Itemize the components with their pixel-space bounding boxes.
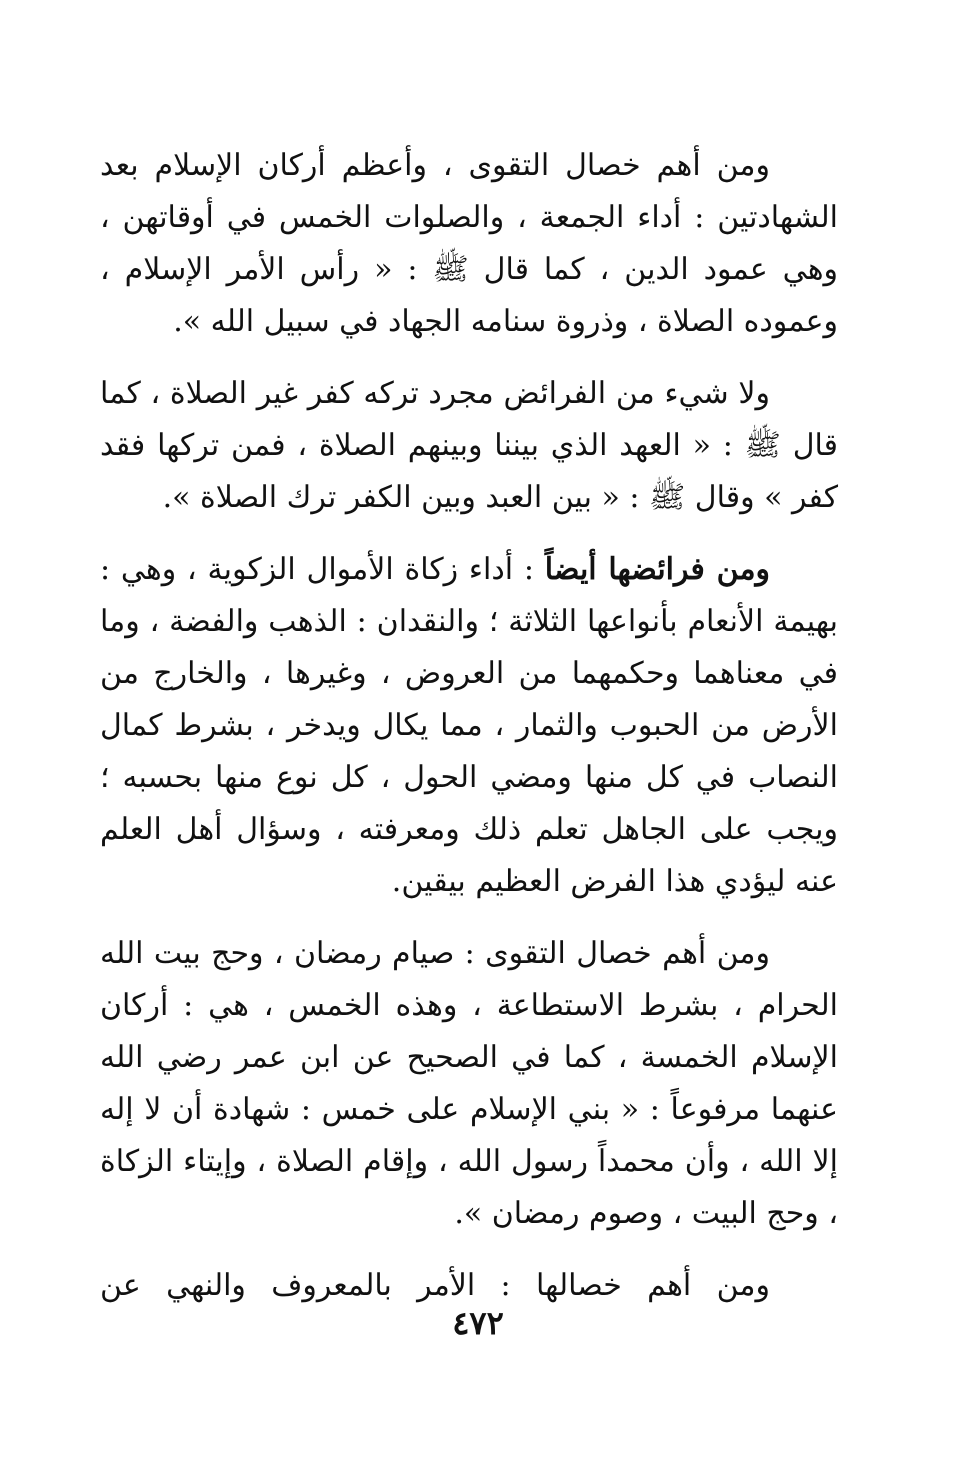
page-number: ٤٧٢	[452, 1304, 504, 1342]
paragraph-text: : أداء زكاة الأموال الزكوية ، وهي : بهيمة الأنعام بأنواعها الثلاثة ؛ والنقدان : الذهب والفضة ، وما في معناهما وحكمهما من العروض ، وغيرها ، والخارج من الأرض من الحبوب والثمار ، مما يكال ويدخر ، بشرط كمال النصاب في كل منها ومضي الحول ، كل نوع منها بحسبه ؛ ويجب على الجاهل تعلم ذلك ومعرفته ، وسؤال أهل العلم عنه ليؤدي هذا الفرض العظيم بيقين.	[100, 552, 838, 899]
page-body	[100, 140, 838, 1332]
paragraph-lead: ومن فرائضها أيضاً	[544, 552, 770, 587]
paragraph-text: ومن أهم خصال التقوى ، وأعظم أركان الإسلام بعد الشهادتين : أداء الجمعة ، والصلوات الخمس في أوقاتهن ، وهي عمود الدين ، كما قال ﷺ : « رأس الأمر الإسلام ، وعموده الصلاة ، وذروة سنامه الجهاد في سبيل الله ».	[100, 148, 838, 339]
paragraph-text: ومن أهم خصال التقوى : صيام رمضان ، وحج بيت الله الحرام ، بشرط الاستطاعة ، وهذه الخمس ، هي : أركان الإسلام الخمسة ، كما في الصحيح عن ابن عمر رضي الله عنهما مرفوعاً : « بني الإسلام على خمس : شهادة أن لا إله إلا الله ، وأن محمداً رسول الله ، وإقام الصلاة ، وإيتاء الزكاة ، وحج البيت ، وصوم رمضان ».	[100, 936, 838, 1231]
paragraph-2	[100, 368, 838, 524]
paragraph-4	[100, 928, 838, 1240]
paragraph-1	[100, 140, 838, 348]
paragraph-3	[100, 544, 838, 908]
paragraph-text: ولا شيء من الفرائض مجرد تركه كفر غير الصلاة ، كما قال ﷺ : « العهد الذي بيننا وبينهم الصلاة ، فمن تركها فقد كفر » وقال ﷺ : « بين العبد وبين الكفر ترك الصلاة ».	[100, 376, 838, 515]
paragraph-text: ومن أهم خصالها : الأمر بالمعروف والنهي عن	[100, 1268, 770, 1303]
